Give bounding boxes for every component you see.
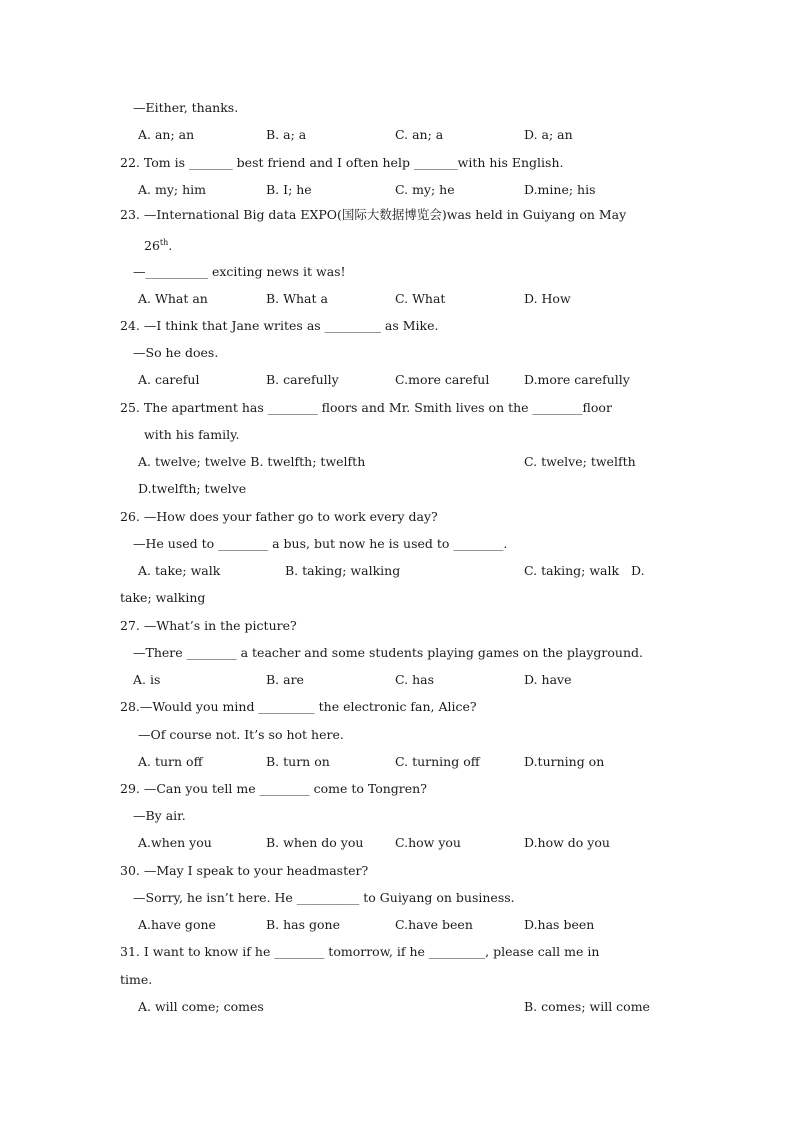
q29-option-b: B. when do you — [266, 835, 364, 850]
q27-stem: 27. —What’s in the picture? — [120, 618, 297, 633]
q29-stem: 29. —Can you tell me ________ come to Tongren? — [120, 781, 427, 796]
q24-answer-line: —So he does. — [133, 345, 219, 360]
q23-stem-line-3: —__________ exciting news it was! — [133, 264, 346, 279]
q30-option-a: A.have gone — [138, 917, 216, 932]
q26-option-a: A. take; walk — [138, 563, 221, 578]
q27-answer-line: —There ________ a teacher and some students playing games on the playground. — [133, 645, 644, 660]
q21-answer-line: —Either, thanks. — [133, 100, 239, 115]
q29-option-a: A.when you — [138, 835, 212, 850]
q22-option-c: C. my; he — [395, 182, 455, 197]
q28-answer-line: —Of course not. It’s so hot here. — [138, 727, 344, 742]
q26-option-d-text: take; walking — [120, 590, 206, 605]
q30-stem: 30. —May I speak to your headmaster? — [120, 863, 369, 878]
q21-option-a: A. an; an — [138, 127, 195, 142]
q22-option-d: D.mine; his — [524, 182, 596, 197]
q25-options-a-b: A. twelve; twelve B. twelfth; twelfth — [138, 454, 366, 469]
q23-option-c: C. What — [395, 291, 446, 306]
q29-option-d: D.how do you — [524, 835, 610, 850]
q23-stem-line-1: 23. —International Big data EXPO(国际大数据博览会)was held in Guiyang on May — [120, 207, 627, 222]
q28-stem: 28.—Would you mind _________ the electronic fan, Alice? — [120, 699, 477, 714]
q24-option-d: D.more carefully — [524, 372, 630, 387]
q24-option-a: A. careful — [138, 372, 200, 387]
q23-option-b: B. What a — [266, 291, 328, 306]
q29-answer-line: —By air. — [133, 808, 186, 823]
q21-option-b: B. a; a — [266, 127, 307, 142]
q23-option-d: D. How — [524, 291, 571, 306]
q25-stem-line-2: with his family. — [144, 427, 240, 442]
q30-option-b: B. has gone — [266, 917, 340, 932]
q27-option-c: C. has — [395, 672, 434, 687]
q26-stem: 26. —How does your father go to work every day? — [120, 509, 438, 524]
q27-option-d: D. have — [524, 672, 572, 687]
q31-option-b: B. comes; will come — [524, 999, 650, 1014]
q22-option-a: A. my; him — [138, 182, 206, 197]
q28-option-d: D.turning on — [524, 754, 605, 769]
q28-option-c: C. turning off — [395, 754, 480, 769]
q31-stem-line-1: 31. I want to know if he ________ tomorrow, if he _________, please call me in — [120, 944, 600, 959]
q31-option-a: A. will come; comes — [138, 999, 264, 1014]
q27-option-a: A. is — [133, 672, 161, 687]
q21-option-d: D. a; an — [524, 127, 573, 142]
q25-stem-line-1: 25. The apartment has ________ floors and Mr. Smith lives on the ________floor — [120, 400, 612, 415]
q24-stem: 24. —I think that Jane writes as _________ as Mike. — [120, 318, 439, 333]
q24-option-b: B. carefully — [266, 372, 339, 387]
q26-option-c: C. taking; walk D. — [524, 563, 645, 578]
q23-option-a: A. What an — [138, 291, 208, 306]
q22-option-b: B. I; he — [266, 182, 312, 197]
q28-option-b: B. turn on — [266, 754, 330, 769]
q23-date-suffix: th — [159, 238, 169, 247]
q21-option-c: C. an; a — [395, 127, 444, 142]
q23-period: . — [168, 238, 173, 253]
q25-option-d: D.twelfth; twelve — [138, 481, 247, 496]
q31-stem-line-2: time. — [120, 972, 153, 987]
q30-answer-line: —Sorry, he isn’t here. He __________ to Guiyang on business. — [133, 890, 515, 905]
q30-option-d: D.has been — [524, 917, 595, 932]
q22-stem: 22. Tom is _______ best friend and I often help _______with his English. — [120, 155, 564, 170]
q26-option-b: B. taking; walking — [285, 563, 401, 578]
q23-stem-line-2 — [144, 235, 172, 254]
q25-option-c: C. twelve; twelfth — [524, 454, 636, 469]
q23-date-number: 26 — [144, 238, 160, 253]
q26-answer-line: —He used to ________ a bus, but now he is used to ________. — [133, 536, 508, 551]
q29-option-c: C.how you — [395, 835, 461, 850]
q28-option-a: A. turn off — [138, 754, 203, 769]
q30-option-c: C.have been — [395, 917, 473, 932]
q24-option-c: C.more careful — [395, 372, 490, 387]
q27-option-b: B. are — [266, 672, 304, 687]
